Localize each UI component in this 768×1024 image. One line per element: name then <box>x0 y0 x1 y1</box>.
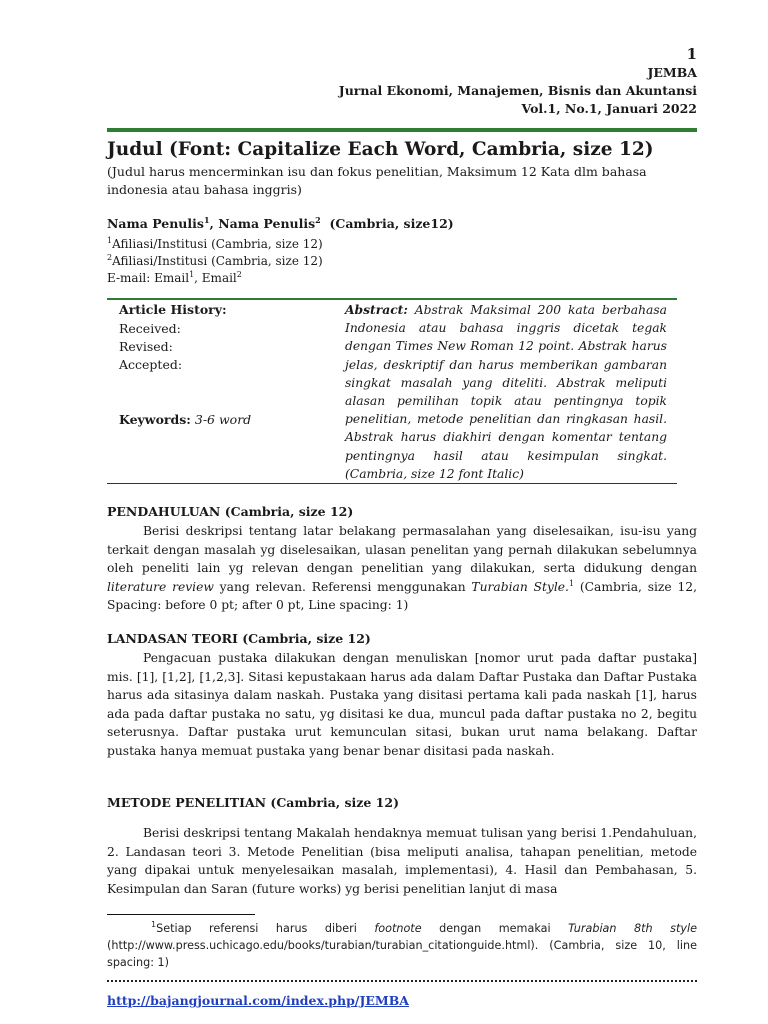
pendahuluan-text-b: yang relevan. Referensi menggunakan <box>213 579 472 594</box>
author-2-sup: 2 <box>315 215 321 225</box>
paper-title: Judul (Font: Capitalize Each Word, Cambria, size 12) <box>107 139 654 160</box>
paper-subtitle: (Judul harus mencerminkan isu dan fokus penelitian, Maksimum 12 Kata dlm bahasa indonesia atau bahasa inggris) <box>107 164 647 197</box>
section-heading-landasan: LANDASAN TEORI (Cambria, size 12) <box>107 631 371 646</box>
email-mid: , Email <box>194 271 237 285</box>
journal-name: Jurnal Ekonomi, Manajemen, Bisnis dan Akuntansi <box>338 83 697 98</box>
affiliation-1-sup: 1 <box>107 236 113 245</box>
email-prefix: E-mail: Email <box>107 271 190 285</box>
footnote <box>107 920 697 971</box>
section-heading-pendahuluan: PENDAHULUAN (Cambria, size 12) <box>107 504 354 519</box>
header-divider <box>107 128 697 132</box>
footnote-divider <box>107 914 255 915</box>
email-sup-1: 1 <box>189 270 195 279</box>
pendahuluan-turabian-style: Turabian Style. <box>471 579 569 594</box>
received-label: Received: <box>119 321 181 336</box>
keywords <box>119 412 251 427</box>
footnote-style: Turabian 8th style <box>568 922 697 935</box>
affiliation-2 <box>107 253 323 270</box>
section-heading-metode: METODE PENELITIAN (Cambria, size 12) <box>107 795 399 810</box>
footnote-ref[interactable]: 1 <box>568 578 575 588</box>
journal-url-link[interactable]: http://bajangjournal.com/index.php/JEMBA <box>107 993 409 1008</box>
abstract <box>345 301 667 483</box>
author-note: (Cambria, size12) <box>329 216 454 231</box>
author-line <box>107 216 454 231</box>
pendahuluan-literature-review: literature review <box>107 579 214 594</box>
footer-dotted-rule <box>107 980 697 985</box>
pendahuluan-text-a: Berisi deskripsi tentang latar belakang permasalahan yang diselesaikan, isu-isu yang terkait dengan masalah yg diselesaikan, ulasan penelitan yang pernah dilakukan sebelumnya oleh peneliti lain yg relevan dengan penelitian yang dilakukan, serta didukung dengan <box>107 524 697 575</box>
pendahuluan-text-c: (Cambria, size 12, Spacing: before 0 pt; after 0 pt, Line spacing: 1) <box>107 579 698 612</box>
revised-label: Revised: <box>119 339 173 354</box>
footnote-word: footnote <box>374 922 422 935</box>
affiliation-1 <box>107 236 323 253</box>
keywords-label: Keywords: <box>119 412 191 427</box>
affiliation-2-text: Afiliasi/Institusi (Cambria, size 12) <box>112 254 323 268</box>
footnote-sup: 1 <box>151 920 157 929</box>
author-1-sup: 1 <box>203 215 210 225</box>
keywords-value: 3-6 word <box>194 412 252 427</box>
info-box-bottom-rule <box>107 483 677 484</box>
info-box-top-rule <box>107 298 677 300</box>
email-line <box>107 270 242 287</box>
author-2: Nama Penulis <box>218 216 316 231</box>
footnote-text-c: (http://www.press.uchicago.edu/books/turabian/turabian_citationguide.html). (Cambria, size 10, line spacing: 1) <box>107 939 697 969</box>
paragraph-landasan: Pengacuan pustaka dilakukan dengan menuliskan [nomor urut pada daftar pustaka] mis. [1], [1,2], [1,2,3]. Sitasi kepustakaan harus ada dalam Daftar Pustaka dan Daftar Pustaka harus ada sitasinya dalam naskah. Pustaka yang disitasi pertama kali pada naskah [1], harus ada pada daftar pustaka no satu, yg disitasi ke dua, muncul pada daftar pustaka no 2, begitu seterusnya. Daftar pustaka urut kemunculan sitasi, bukan urut nama belakang. Daftar pustaka hanya memuat pustaka yang benar benar disitasi pada naskah. <box>107 651 697 758</box>
abstract-label: Abstract: <box>345 302 408 317</box>
journal-header <box>339 44 697 118</box>
paragraph-pendahuluan <box>107 522 697 615</box>
email-sup-2: 2 <box>236 270 242 279</box>
footnote-text-b: dengan memakai <box>421 922 569 935</box>
author-sep: , <box>209 216 219 231</box>
journal-abbr: JEMBA <box>647 65 697 80</box>
article-history-heading: Article History: <box>119 302 227 317</box>
accepted-label: Accepted: <box>119 357 183 372</box>
page-number: 1 <box>686 45 697 63</box>
footnote-text-a: Setiap referensi harus diberi <box>156 922 375 935</box>
journal-volume: Vol.1, No.1, Januari 2022 <box>521 101 697 116</box>
abstract-text: Abstrak Maksimal 200 kata berbahasa Indonesia atau bahasa inggris dicetak tegak dengan Times New Roman 12 point. Abstrak harus jelas, deskriptif dan harus memberikan gambaran singkat masalah yang diteliti. Abstrak meliputi alasan pemilihan topik atau pentingnya topik penelitian, metode penelitian dan ringkasan hasil. Abstrak harus diakhiri dengan komentar tentang pentingnya hasil atau kesimpulan singkat. (Cambria, size 12 font Italic) <box>345 303 667 481</box>
affiliation-2-sup: 2 <box>107 253 113 262</box>
affiliation-1-text: Afiliasi/Institusi (Cambria, size 12) <box>112 237 323 251</box>
author-1: Nama Penulis <box>107 216 204 231</box>
paragraph-metode: Berisi deskripsi tentang Makalah hendaknya memuat tulisan yang berisi 1.Pendahuluan, 2. Landasan teori 3. Metode Penelitian (bisa meliputi analisa, tahapan penelitian, metode yang dipakai untuk menyelesaikan masalah, implementasi), 4. Hasil dan Pembahasan, 5. Kesimpulan dan Saran (future works) yg berisi penelitian lanjut di masa <box>107 826 697 896</box>
